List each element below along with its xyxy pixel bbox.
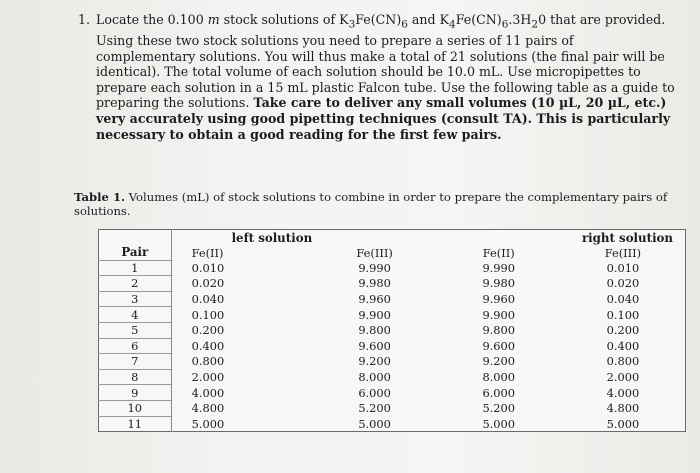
- right-fe2-cell: 5.000: [482, 416, 516, 431]
- left-fe3-cell: 8.000: [358, 370, 391, 385]
- table-row: [99, 416, 686, 432]
- table-group-header: [99, 230, 686, 246]
- pair-cell: 6: [99, 338, 172, 354]
- left-fe2-cell: 4.000: [191, 385, 225, 400]
- right-fe3-cell: 0.100: [606, 307, 640, 322]
- left-fe2-cell: 0.400: [191, 338, 225, 353]
- right-fe2-cell: 9.990: [482, 260, 516, 275]
- volumes-table: [98, 229, 686, 432]
- col-right-fe2-header: Fe(II): [482, 245, 515, 260]
- right-fe3-cell: 0.020: [606, 276, 640, 291]
- right-fe3-cell: 0.400: [606, 338, 640, 353]
- table-row: [99, 291, 686, 307]
- left-fe3-cell: 9.900: [358, 307, 391, 322]
- left-fe2-cell: 0.100: [191, 307, 225, 322]
- left-fe3-cell: 9.200: [358, 354, 391, 369]
- right-fe3-cell: 0.200: [606, 323, 640, 338]
- table-row: [99, 400, 686, 416]
- pair-cell: 1: [99, 260, 172, 276]
- left-fe2-cell: 0.010: [191, 260, 225, 275]
- table-row: [99, 322, 686, 338]
- instruction-item-1: [78, 12, 676, 142]
- pair-cell: 10: [99, 400, 172, 416]
- right-fe3-cell: 0.800: [606, 354, 640, 369]
- item-number: 1.: [78, 12, 91, 27]
- table-caption-text: Volumes (mL) of stock solutions to combine in order to prepare the complementary pairs of solutions.: [74, 190, 668, 218]
- right-fe3-cell: 2.000: [606, 370, 640, 385]
- right-fe2-cell: 9.200: [482, 354, 516, 369]
- pair-cell: 9: [99, 385, 172, 401]
- table-row: [99, 354, 686, 370]
- right-fe2-cell: 9.900: [482, 307, 516, 322]
- instruction-text: Locate the 0.100 m stock solutions of $K_3Fe(CN)_6$ and $K_4Fe(CN)_6.3H_20$ that are provided. Using these two stock solutions you need to prepare a series of 11 pairs of complementary solutions. You will thus make a total of 21 solutions (the final pair will be identical). The total volume of each solution should be 10.0 mL. Use micropipettes to prepare each solution in a 15 mL plastic Falcon tube. Use the following table as a guide to preparing the solutions. Take care to deliver any small volumes (10 µL, 20 µL, etc.) very accurately using good pipetting techniques (consult TA). This is particularly necessary to obtain a good reading for the first few pairs.: [96, 12, 675, 142]
- right-fe2-cell: 6.000: [482, 385, 516, 400]
- left-fe3-cell: 6.000: [358, 385, 391, 400]
- pair-cell: 11: [99, 416, 172, 432]
- table-caption: [74, 190, 674, 218]
- col-pair-header: Pair: [99, 245, 172, 260]
- col-left-fe3-header: Fe(III): [356, 245, 393, 260]
- col-left-fe2-header: Fe(II): [191, 245, 224, 260]
- right-solution-heading: right solution: [581, 230, 673, 245]
- left-solution-heading: left solution: [231, 230, 313, 245]
- pair-cell: 3: [99, 291, 172, 307]
- left-fe3-cell: 5.000: [358, 416, 391, 431]
- pair-cell: 7: [99, 354, 172, 370]
- table-body: [99, 260, 686, 432]
- pair-cell: 5: [99, 322, 172, 338]
- right-fe3-cell: 4.800: [606, 401, 640, 416]
- table-row: [99, 260, 686, 276]
- left-fe3-cell: 9.990: [358, 260, 391, 275]
- table-row: [99, 369, 686, 385]
- left-fe3-cell: 9.980: [358, 276, 391, 291]
- right-fe2-cell: 9.960: [482, 292, 516, 307]
- right-fe2-cell: 5.200: [482, 401, 516, 416]
- table-row: [99, 276, 686, 292]
- table-row: [99, 307, 686, 323]
- right-fe3-cell: 0.010: [606, 260, 640, 275]
- left-fe3-cell: 9.960: [358, 292, 391, 307]
- left-fe2-cell: 5.000: [191, 416, 225, 431]
- right-fe3-cell: 4.000: [606, 385, 640, 400]
- left-fe3-cell: 9.800: [358, 323, 391, 338]
- table-column-header: [99, 245, 686, 260]
- right-fe2-cell: 9.600: [482, 338, 516, 353]
- left-fe2-cell: 2.000: [191, 370, 225, 385]
- table-row: [99, 385, 686, 401]
- left-fe2-cell: 4.800: [191, 401, 225, 416]
- pair-cell: 2: [99, 276, 172, 292]
- left-fe2-cell: 0.040: [191, 292, 225, 307]
- right-fe3-cell: 5.000: [606, 416, 640, 431]
- right-fe2-cell: 9.980: [482, 276, 516, 291]
- right-fe2-cell: 9.800: [482, 323, 516, 338]
- pair-cell: 8: [99, 369, 172, 385]
- pair-cell: 4: [99, 307, 172, 323]
- left-fe2-cell: 0.200: [191, 323, 225, 338]
- left-fe3-cell: 5.200: [358, 401, 391, 416]
- table-label: Table 1.: [74, 190, 126, 204]
- left-fe3-cell: 9.600: [358, 338, 391, 353]
- left-fe2-cell: 0.020: [191, 276, 225, 291]
- right-fe3-cell: 0.040: [606, 292, 640, 307]
- table-row: [99, 338, 686, 354]
- col-right-fe3-header: Fe(III): [604, 245, 642, 260]
- right-fe2-cell: 8.000: [482, 370, 516, 385]
- left-fe2-cell: 0.800: [191, 354, 225, 369]
- bold-warning-text: Take care to deliver any small volumes (10 µL, 20 µL, etc.) very accurately using good pipetting techniques (consult TA). This is particularly necessary to obtain a good reading for the first few pairs.: [96, 95, 671, 142]
